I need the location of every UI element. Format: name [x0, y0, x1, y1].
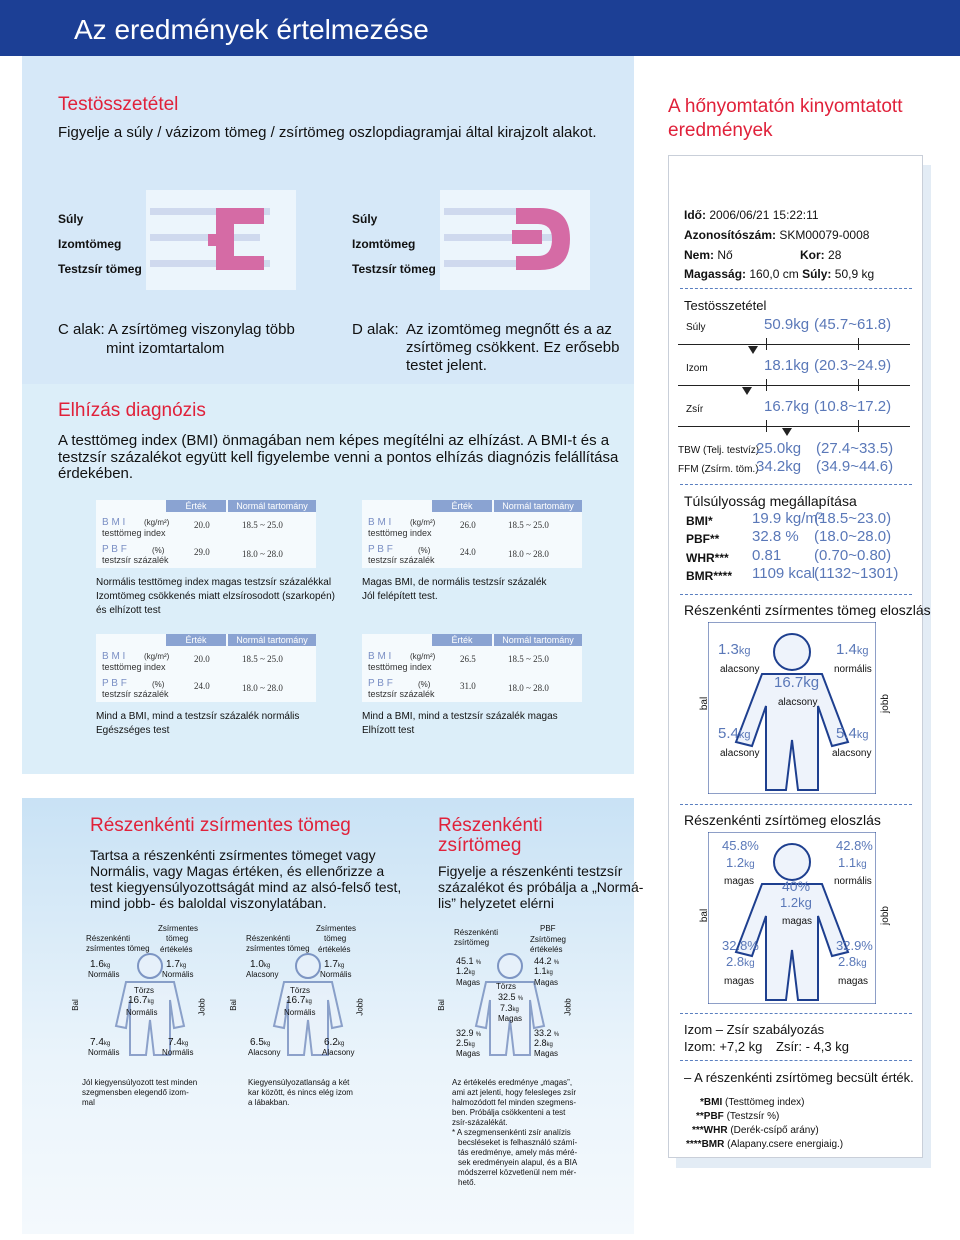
f-label-right3: értékelés — [530, 945, 563, 954]
pt-lean-kg-ll: kg — [738, 729, 751, 741]
pt-ob-label: BMR**** — [686, 569, 733, 583]
pt-estimate: – A részenkénti zsírtömeg becsült érték. — [684, 1070, 914, 1085]
pt-id-label: Azonosítószám: — [684, 228, 777, 242]
f-jobb: Jobb — [563, 998, 573, 1016]
pt-ob-label: WHR*** — [686, 551, 729, 565]
obesity-title: Elhízás diagnózis — [58, 400, 206, 421]
bmi-case-caption-2: Elhízott test — [362, 725, 415, 736]
pt-comp-marker — [782, 428, 792, 436]
f-ll-s: Magas — [456, 1049, 481, 1058]
d-caption-label: D alak: — [352, 321, 399, 338]
l2-kg-t: kg — [305, 999, 312, 1005]
pt-comp-marker — [742, 387, 752, 395]
bmi-value: 20.0 — [194, 654, 210, 664]
lean-note-1-line2: szegmensben elegendő izom- — [82, 1088, 189, 1097]
fat-note-line10: módszerrel közvetlenül nem mér- — [458, 1168, 577, 1177]
pt-tbw-range: (27.4~33.5) — [816, 440, 894, 457]
pt-lean-t: 16.7kg — [774, 674, 820, 691]
bmi-label: B M I — [368, 517, 392, 528]
pt-ob-value: 0.81 — [752, 547, 782, 564]
divider — [680, 484, 912, 485]
l2-ra: 1.7 — [324, 959, 338, 970]
l1-ll: 7.4 — [90, 1037, 104, 1048]
f-kg-la: kg — [468, 970, 475, 976]
obesity-text-2: testzsír százalékot együtt kell figyelembe venni a pontos elhízás diagnózis felállítása — [58, 449, 619, 466]
lean-note-1 — [82, 1078, 212, 1108]
page-title: Az eredmények értelmezése — [74, 14, 429, 45]
pt-lean-jobb: jobb — [879, 694, 891, 713]
bmi-range: 18.5 ~ 25.0 — [242, 520, 283, 530]
printout-title-1: A hőnyomtatón kinyomtatott — [668, 96, 903, 117]
f-pct-ra: % — [553, 960, 560, 966]
pt-reg-title: Izom – Zsír szabályozás — [684, 1022, 825, 1037]
pt-age-label: Kor: — [800, 248, 825, 262]
bmi-table-col-value: Érték — [166, 500, 226, 512]
bmi-table-col-value: Érték — [432, 634, 492, 646]
pt-ob-value: 19.9 kg/m² — [752, 510, 823, 527]
pt-fat-ll-k: 2.8 — [726, 954, 745, 969]
pt-fat-bal: bal — [699, 908, 711, 923]
divider — [680, 1013, 912, 1014]
divider — [680, 1060, 912, 1061]
l1-ra: 1.7 — [166, 959, 180, 970]
l2-kg-ll: kg — [263, 1041, 271, 1047]
pt-fat-kg-la: kg — [744, 859, 755, 870]
pt-fn4: ****BMR — [686, 1139, 725, 1150]
fat-note-line9: sek eredményein alapul, és a BIA — [458, 1158, 578, 1167]
pt-reg-muscle: Izom: +7,2 kg — [684, 1039, 763, 1054]
pt-lean-kg-rl: kg — [856, 729, 869, 741]
divider — [680, 288, 912, 289]
l1-kg-la: kg — [103, 963, 111, 969]
bmi-case-caption-3: és elhízott test — [96, 605, 161, 616]
c-caption-1: C alak: A zsírtömeg viszonylag több — [58, 321, 295, 338]
seg-fat-text-1: Figyelje a részenkénti testzsír — [438, 863, 623, 879]
f-t-k: 7.3 — [500, 1003, 513, 1013]
pt-lean-kg-ra: kg — [856, 645, 869, 657]
fat-note-line1: Az értékelés eredménye „magas”, — [452, 1078, 573, 1087]
pt-fn1: *BMI — [700, 1097, 723, 1108]
pbf-unit: (%) — [152, 680, 165, 689]
f-pct-t: % — [517, 996, 524, 1002]
pt-comp-row-label: Zsír — [686, 404, 704, 415]
pt-comp-row-label: Izom — [686, 363, 708, 374]
l2-ll: 6.5 — [250, 1037, 264, 1048]
l1-label-right2: tömeg — [166, 934, 189, 943]
f-label-right: PBF — [540, 924, 556, 933]
bmi-range: 18.5 ~ 25.0 — [242, 654, 283, 664]
d-row-fat: Testzsír tömeg — [352, 262, 436, 276]
bmi-value: 20.0 — [194, 520, 210, 530]
c-row-fat: Testzsír tömeg — [58, 262, 142, 276]
bmi-unit: (kg/m²) — [410, 652, 436, 661]
pt-comp-tick — [766, 338, 767, 350]
bmi-label: B M I — [102, 517, 126, 528]
l1-kg-ra: kg — [179, 963, 187, 969]
pt-comp-marker — [748, 346, 758, 354]
f-rl-s: Magas — [534, 1049, 559, 1058]
bmi-table-col-range: Normál tartomány — [228, 634, 316, 646]
bmi-range: 18.5 ~ 25.0 — [508, 654, 549, 664]
pt-fat-title: Részenkénti zsírtömeg eloszlás — [684, 812, 881, 828]
l2-la: 1.0 — [250, 959, 264, 970]
pt-comp-bar-line — [678, 426, 910, 427]
pt-fat-t-k: 1.2kg — [780, 895, 812, 910]
bmi-table-col-range: Normál tartomány — [494, 634, 582, 646]
composition-title: Testösszetétel — [58, 94, 179, 115]
pt-fat-ll-s: magas — [724, 976, 755, 987]
seg-fat-title-1: Részenkénti — [438, 815, 543, 836]
bmi-unit: (kg/m²) — [144, 652, 170, 661]
bmi-case-caption-2: Jól felépített test. — [362, 591, 438, 602]
f-la-p: 45.1 — [456, 956, 474, 966]
d-row-muscle: Izomtömeg — [352, 237, 416, 251]
pt-fat-rl-p: 32.9% — [836, 938, 873, 953]
pt-lean-rl: 5.4 — [836, 725, 857, 742]
lean-note-2-line2: kar között, és nincs elég izom — [248, 1088, 353, 1097]
pt-sex-label: Nem: — [684, 248, 715, 262]
pt-lean-ll-s: alacsony — [720, 748, 760, 759]
pt-comp-bar-line — [678, 385, 910, 386]
f-torzs: Törzs — [496, 982, 516, 991]
pt-fat-la-p: 45.8% — [722, 838, 759, 853]
pbf-sub: testzsír százalék — [368, 689, 435, 699]
fat-note-line2: ami azt jelenti, hogy felesleges zsír — [452, 1088, 577, 1097]
bmi-unit: (kg/m²) — [144, 518, 170, 527]
l2-label-right: Zsírmentes — [316, 924, 357, 933]
pt-fat-ra-k: 1.1 — [838, 855, 857, 870]
pt-id-value: SKM00079-0008 — [779, 228, 870, 242]
seg-lean-text-2: Normális, vagy Magas értéken, és ellenőrizze a — [90, 863, 385, 879]
bmi-table-col-range: Normál tartomány — [494, 500, 582, 512]
pt-ob-label: PBF** — [686, 532, 720, 546]
obesity-text-1: A testtömeg index (BMI) önmagában nem képes megítélni az elhízást. A BMI-t és a — [58, 432, 610, 449]
pbf-value: 31.0 — [460, 681, 476, 691]
fat-note-line6: * A szegmensenkénti zsír analízis — [452, 1128, 571, 1137]
f-label-right2: Zsírtömeg — [530, 935, 567, 944]
fat-note-line3: halmozódott fel minden szegmens- — [452, 1098, 577, 1107]
bmi-value: 26.5 — [460, 654, 476, 664]
f-pct-la: % — [475, 960, 482, 966]
pbf-value: 29.0 — [194, 547, 210, 557]
pbf-label: P B F — [102, 678, 127, 689]
bmi-unit: (kg/m²) — [410, 518, 436, 527]
fat-note — [452, 1078, 587, 1188]
bmi-value: 26.0 — [460, 520, 476, 530]
l1-label-right: Zsírmentes — [158, 924, 199, 933]
pt-fat-kg-ll: kg — [744, 958, 755, 969]
pt-ob-range: (18.0~28.0) — [814, 528, 892, 545]
l1-ll-s: Normális — [88, 1048, 120, 1057]
l1-kg-ll: kg — [103, 1041, 111, 1047]
l1-kg-t: kg — [147, 999, 154, 1005]
d-row-weight: Súly — [352, 212, 378, 226]
pt-comp-row-range: (10.8~17.2) — [814, 398, 892, 415]
l1-label-left2: zsírmentes tömeg — [86, 944, 150, 953]
l2-kg-ra: kg — [337, 963, 345, 969]
pt-fat-kg-rl: kg — [856, 958, 867, 969]
pt-comp-row-range: (20.3~24.9) — [814, 357, 892, 374]
pt-lean-bal: bal — [699, 696, 711, 711]
divider — [680, 804, 912, 805]
l1-rl: 7.4 — [168, 1037, 182, 1048]
f-label-left: Részenkénti — [454, 928, 499, 937]
f-bal: Bal — [436, 999, 446, 1011]
l2-jobb: Jobb — [355, 998, 365, 1016]
bmi-case-caption-1: Normális testtömeg index magas testzsír százalékkal — [96, 577, 332, 588]
pt-fn3: ***WHR — [692, 1125, 728, 1136]
pt-fn4-text: (Alapany.csere energiaig.) — [727, 1139, 844, 1150]
pt-lean-t-s: alacsony — [778, 697, 818, 708]
f-label-left2: zsírtömeg — [454, 938, 490, 947]
pt-fat-t-s: magas — [782, 916, 813, 927]
seg-lean-text-3: test kiegyensúlyozottságát mind az alsó-felső test, — [90, 879, 402, 895]
lean-note-2-line3: a lábakban. — [248, 1098, 290, 1107]
seg-fat-text-2: százalékot és próbálja a „Normá- — [438, 879, 644, 895]
pt-age-value: 28 — [828, 248, 842, 262]
lean-note-1-line1: Jól kiegyensúlyozott test minden — [82, 1078, 198, 1087]
l2-label-right3: értékelés — [318, 945, 351, 954]
f-kg-ra: kg — [546, 970, 553, 976]
l1-bal: Bal — [70, 999, 80, 1011]
pt-ob-range: (18.5~23.0) — [814, 510, 892, 527]
bmi-case-caption-2: Izomtömeg csökkenés miatt elzsírosodott (szarkopén) — [96, 591, 335, 602]
pbf-label: P B F — [368, 678, 393, 689]
c-caption-2: mint izomtartalom — [106, 340, 225, 357]
pt-ob-value: 1109 kcal — [752, 565, 816, 582]
pbf-unit: (%) — [418, 680, 431, 689]
c-row-weight: Súly — [58, 212, 84, 226]
pt-ffm-value: 34.2kg — [756, 458, 802, 475]
pbf-unit: (%) — [418, 546, 431, 555]
bmi-case-caption-1: Mind a BMI, mind a testzsír százalék magas — [362, 711, 558, 722]
l1-jobb: Jobb — [197, 998, 207, 1016]
bmi-sub: testtömeg index — [368, 528, 432, 538]
printout-title-2: eredmények — [668, 120, 773, 141]
l1-t: 16.7 — [128, 995, 148, 1006]
pt-ffm-range: (34.9~44.6) — [816, 458, 894, 475]
pbf-label: P B F — [368, 544, 393, 555]
pt-lean-ra: 1.4 — [836, 641, 857, 658]
pbf-label: P B F — [102, 544, 127, 555]
pbf-sub: testzsír százalék — [102, 689, 169, 699]
pt-sex-value: Nő — [717, 248, 733, 262]
pbf-range: 18.0 ~ 28.0 — [508, 683, 549, 693]
pbf-value: 24.0 — [194, 681, 210, 691]
l1-torzs: Törzs — [134, 986, 154, 995]
l1-kg-rl: kg — [181, 1041, 189, 1047]
l2-label-left: Részenkénti — [246, 934, 291, 943]
pt-comp-row-range: (45.7~61.8) — [814, 316, 892, 333]
bmi-table-col-value: Érték — [166, 634, 226, 646]
lean-note-1-line3: mal — [82, 1098, 95, 1107]
l1-la-s: Normális — [88, 970, 120, 979]
pt-fn1-text: (Testtömeg index) — [725, 1097, 805, 1108]
pt-comp-row-value: 50.9kg — [764, 316, 810, 333]
fat-note-line11: hető. — [458, 1178, 476, 1187]
pt-comp-title: Testösszetétel — [684, 298, 767, 313]
pt-fn2-text: (Testzsír %) — [726, 1111, 780, 1122]
f-la-k: 1.2 — [456, 966, 469, 976]
pt-height-value: 160,0 cm — [749, 267, 799, 281]
seg-lean-text-4: mind jobb- és baloldal viszonylatában. — [90, 895, 327, 911]
l2-t-s: Normális — [284, 1008, 316, 1017]
f-kg-ll: kg — [468, 1042, 475, 1048]
pt-ob-label: BMI* — [686, 514, 713, 528]
l2-kg-rl: kg — [337, 1041, 345, 1047]
pt-tbw-value: 25.0kg — [756, 440, 802, 457]
pt-time-label: Idő: — [684, 208, 706, 222]
seg-lean-title: Részenkénti zsírmentes tömeg — [90, 815, 351, 836]
pt-fn3-text: (Derék-csípő arány) — [730, 1125, 819, 1136]
composition-subtitle: Figyelje a súly / vázizom tömeg / zsírtömeg oszlopdiagramjai által kirajzolt alakot. — [58, 124, 597, 141]
pt-fat-ll-p: 32.8% — [722, 938, 759, 953]
pt-lean-la: 1.3 — [718, 641, 739, 658]
l2-torzs: Törzs — [290, 986, 310, 995]
d-caption-2: zsírtömeg csökkent. Ez erősebb — [406, 339, 620, 356]
pt-fat-la-k: 1.2 — [726, 855, 745, 870]
l2-rl: 6.2 — [324, 1037, 338, 1048]
pt-fat-ra-p: 42.8% — [836, 838, 873, 853]
pt-fat-la-s: magas — [724, 876, 755, 887]
f-ra-s: Magas — [534, 978, 559, 987]
obesity-text-3: érdekében. — [58, 465, 134, 482]
l2-la-s: Alacsony — [246, 970, 279, 979]
pt-fat-t-p: 40% — [782, 878, 811, 894]
f-ll-k: 2.5 — [456, 1038, 469, 1048]
pt-fat-kg-ra: kg — [856, 859, 867, 870]
pt-lean-la-s: alacsony — [720, 664, 760, 675]
f-la-s: Magas — [456, 978, 481, 987]
bmi-sub: testtömeg index — [102, 662, 166, 672]
fat-note-line5: zsír-százalékát. — [452, 1118, 508, 1127]
f-pct-ll: % — [475, 1032, 482, 1038]
d-caption-3: testet jelent. — [406, 357, 487, 374]
c-shape-chart — [146, 190, 296, 290]
f-kg-t: kg — [512, 1007, 519, 1013]
l2-rl-s: Alacsony — [322, 1048, 355, 1057]
f-t-p: 32.5 — [498, 992, 516, 1002]
pt-weight-label: Súly: — [802, 267, 832, 281]
f-t-s: Magas — [498, 1014, 523, 1023]
f-rl-k: 2.8 — [534, 1038, 547, 1048]
pt-fn2: **PBF — [696, 1111, 724, 1122]
pt-reg-fat: Zsír: - 4,3 kg — [776, 1039, 849, 1054]
l2-label-right2: tömeg — [324, 934, 347, 943]
l1-la: 1.6 — [90, 959, 104, 970]
pt-comp-row-value: 16.7kg — [764, 398, 810, 415]
bmi-table-col-range: Normál tartomány — [228, 500, 316, 512]
l2-label-left2: zsírmentes tömeg — [246, 944, 310, 953]
pt-fat-rl-s: magas — [838, 976, 869, 987]
pt-ob-value: 32.8 % — [752, 528, 799, 545]
pt-height-label: Magasság: — [684, 267, 747, 281]
lean-note-2 — [248, 1078, 378, 1108]
pt-lean-rl-s: alacsony — [832, 748, 872, 759]
pt-comp-tick — [766, 379, 767, 391]
d-shape-chart — [440, 190, 590, 290]
pt-ob-title: Túlsúlyosság megállapítása — [684, 493, 857, 509]
l1-label-right3: értékelés — [160, 945, 193, 954]
pt-lean-ra-s: normális — [834, 664, 872, 675]
pbf-sub: testzsír százalék — [368, 555, 435, 565]
seg-fat-title-2: zsírtömeg — [438, 835, 522, 856]
bmi-sub: testtömeg index — [368, 662, 432, 672]
pbf-value: 24.0 — [460, 547, 476, 557]
bmi-case-caption-1: Mind a BMI, mind a testzsír százalék normális — [96, 711, 300, 722]
f-ll-p: 32.9 — [456, 1028, 474, 1038]
f-rl-p: 33.2 — [534, 1028, 552, 1038]
pt-tbw-label: TBW (Telj. testvíz) — [678, 445, 760, 456]
l1-ra-s: Normális — [162, 970, 194, 979]
pbf-range: 18.0 ~ 28.0 — [508, 549, 549, 559]
fat-note-line4: ben. Próbálja csökkenteni a test — [452, 1108, 566, 1117]
pt-lean-ll: 5.4 — [718, 725, 739, 742]
d-caption-1: Az izomtömeg megnőtt és a az — [406, 321, 612, 338]
pt-ob-range: (1132~1301) — [814, 565, 899, 582]
pt-comp-row-value: 18.1kg — [764, 357, 810, 374]
pt-comp-row-label: Súly — [686, 322, 706, 333]
pt-comp-tick — [858, 338, 859, 350]
pt-ob-range: (0.70~0.80) — [814, 547, 892, 564]
seg-fat-text-3: lis” helyzetet elérni — [438, 895, 554, 911]
lean-note-2-line1: Kiegyensúlyozatlanság a két — [248, 1078, 350, 1087]
l1-rl-s: Normális — [162, 1048, 194, 1057]
bmi-table-col-value: Érték — [432, 500, 492, 512]
bmi-case-caption-2: Egészséges test — [96, 725, 170, 736]
pt-ffm-label: FFM (Zsírm. töm.) — [678, 464, 759, 475]
bmi-sub: testtömeg index — [102, 528, 166, 538]
pt-fat-ra-s: normális — [834, 876, 872, 887]
l2-kg-la: kg — [263, 963, 271, 969]
l1-t-s: Normális — [126, 1008, 158, 1017]
f-ra-k: 1.1 — [534, 966, 547, 976]
pbf-unit: (%) — [152, 546, 165, 555]
pt-comp-tick — [858, 379, 859, 391]
c-row-muscle: Izomtömeg — [58, 237, 122, 251]
divider — [680, 594, 912, 595]
l1-label-left: Részenkénti — [86, 934, 131, 943]
f-ra-p: 44.2 — [534, 956, 552, 966]
l2-ll-s: Alacsony — [248, 1048, 281, 1057]
pt-comp-tick — [766, 420, 767, 432]
pt-lean-title: Részenkénti zsírmentes tömeg eloszlás — [684, 602, 931, 618]
f-kg-rl: kg — [546, 1042, 553, 1048]
bmi-label: B M I — [368, 651, 392, 662]
pbf-range: 18.0 ~ 28.0 — [242, 683, 283, 693]
pt-time-value: 2006/06/21 15:22:11 — [709, 208, 819, 222]
l2-t: 16.7 — [286, 995, 306, 1006]
seg-lean-text-1: Tartsa a részenkénti zsírmentes tömeget vagy — [90, 847, 376, 863]
bmi-label: B M I — [102, 651, 126, 662]
pt-comp-tick — [858, 420, 859, 432]
pbf-sub: testzsír százalék — [102, 555, 169, 565]
l2-ra-s: Normális — [320, 970, 352, 979]
bmi-case-caption-1: Magas BMI, de normális testzsír százalék — [362, 577, 547, 588]
pt-weight-value: 50,9 kg — [834, 267, 875, 281]
bmi-range: 18.5 ~ 25.0 — [508, 520, 549, 530]
fat-note-line8: tás eredménye, amely más méré- — [458, 1148, 578, 1157]
l2-bal: Bal — [228, 999, 238, 1011]
pt-lean-kg-la: kg — [738, 645, 751, 657]
pbf-range: 18.0 ~ 28.0 — [242, 549, 283, 559]
fat-note-line7: becsléseket is felhasználó számí- — [458, 1138, 578, 1147]
pt-fat-jobb: jobb — [879, 906, 891, 925]
f-pct-rl: % — [553, 1032, 560, 1038]
pt-fat-rl-k: 2.8 — [838, 954, 857, 969]
pt-comp-bar-line — [678, 344, 910, 345]
